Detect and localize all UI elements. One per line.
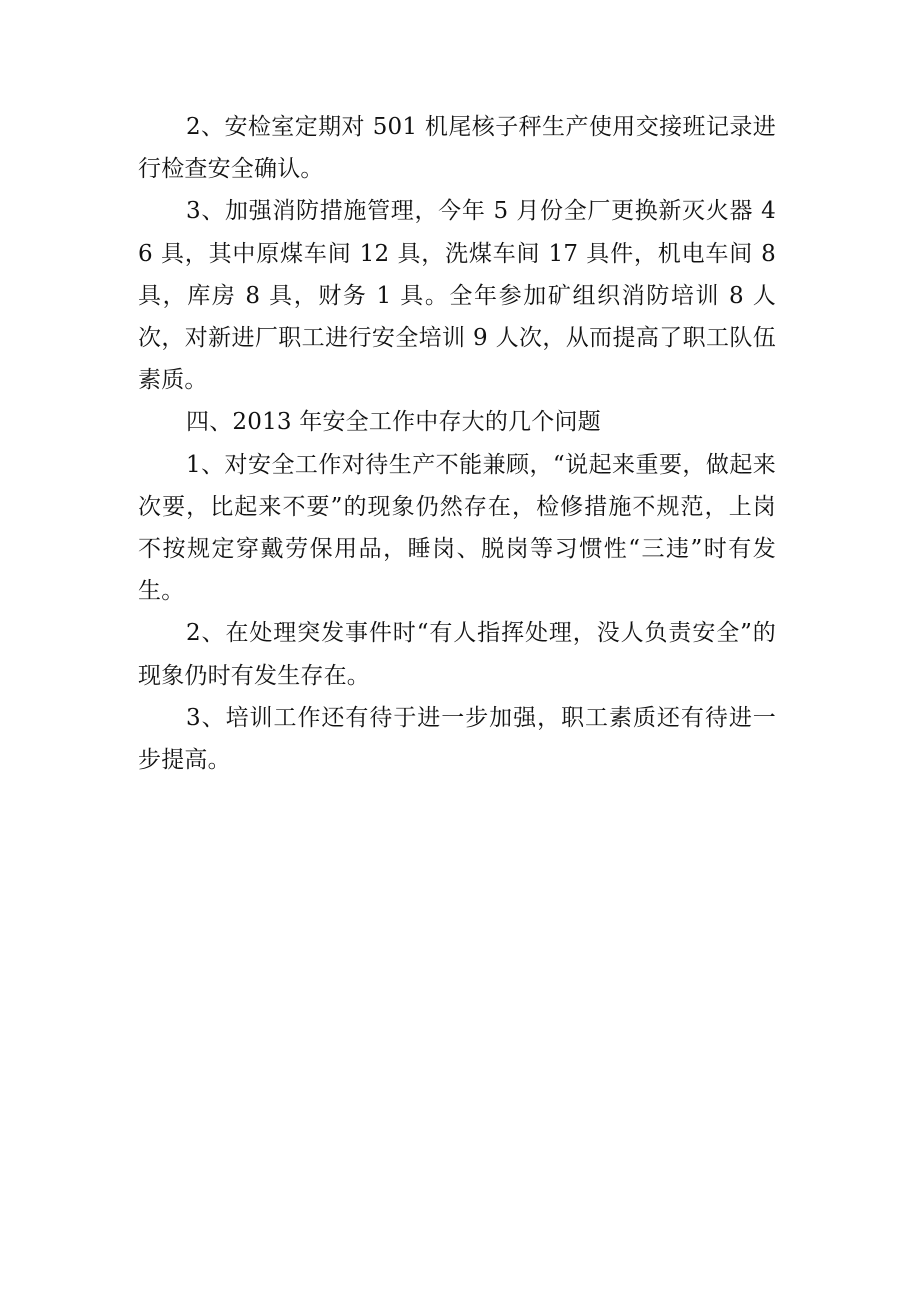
paragraph-issue-2: 2、在处理突发事件时“有人指挥处理，没人负责安全”的现象仍时有发生存在。 <box>138 620 776 689</box>
paragraph-fire-safety: 3、加强消防措施管理，今年 5 月份全厂更换新灭火器 46 具，其中原煤车间 12 具，洗煤车间 17 具件，机电车间 8 具，库房 8 具，财务 1 具。全年参加矿组织消防培训 8 人次，对新进厂职工进行安全培训 9 人次，从而提高了职工队伍素质。 <box>138 198 776 394</box>
paragraph-inspection-record: 2、安检室定期对 501 机尾核子秤生产使用交接班记录进行检查安全确认。 <box>138 114 776 183</box>
section-heading-issues: 四、2013 年安全工作中存大的几个问题 <box>186 409 601 436</box>
paragraph-issue-3: 3、培训工作还有待于进一步加强，职工素质还有待进一步提高。 <box>138 704 776 774</box>
paragraph-issue-1: 1、对安全工作对待生产不能兼顾，“说起来重要，做起来次要，比起来不要”的现象仍然存在，检修措施不规范，上岗不按规定穿戴劳保用品，睡岗、脱岗等习惯性“三违”时有发生。 <box>138 451 776 605</box>
